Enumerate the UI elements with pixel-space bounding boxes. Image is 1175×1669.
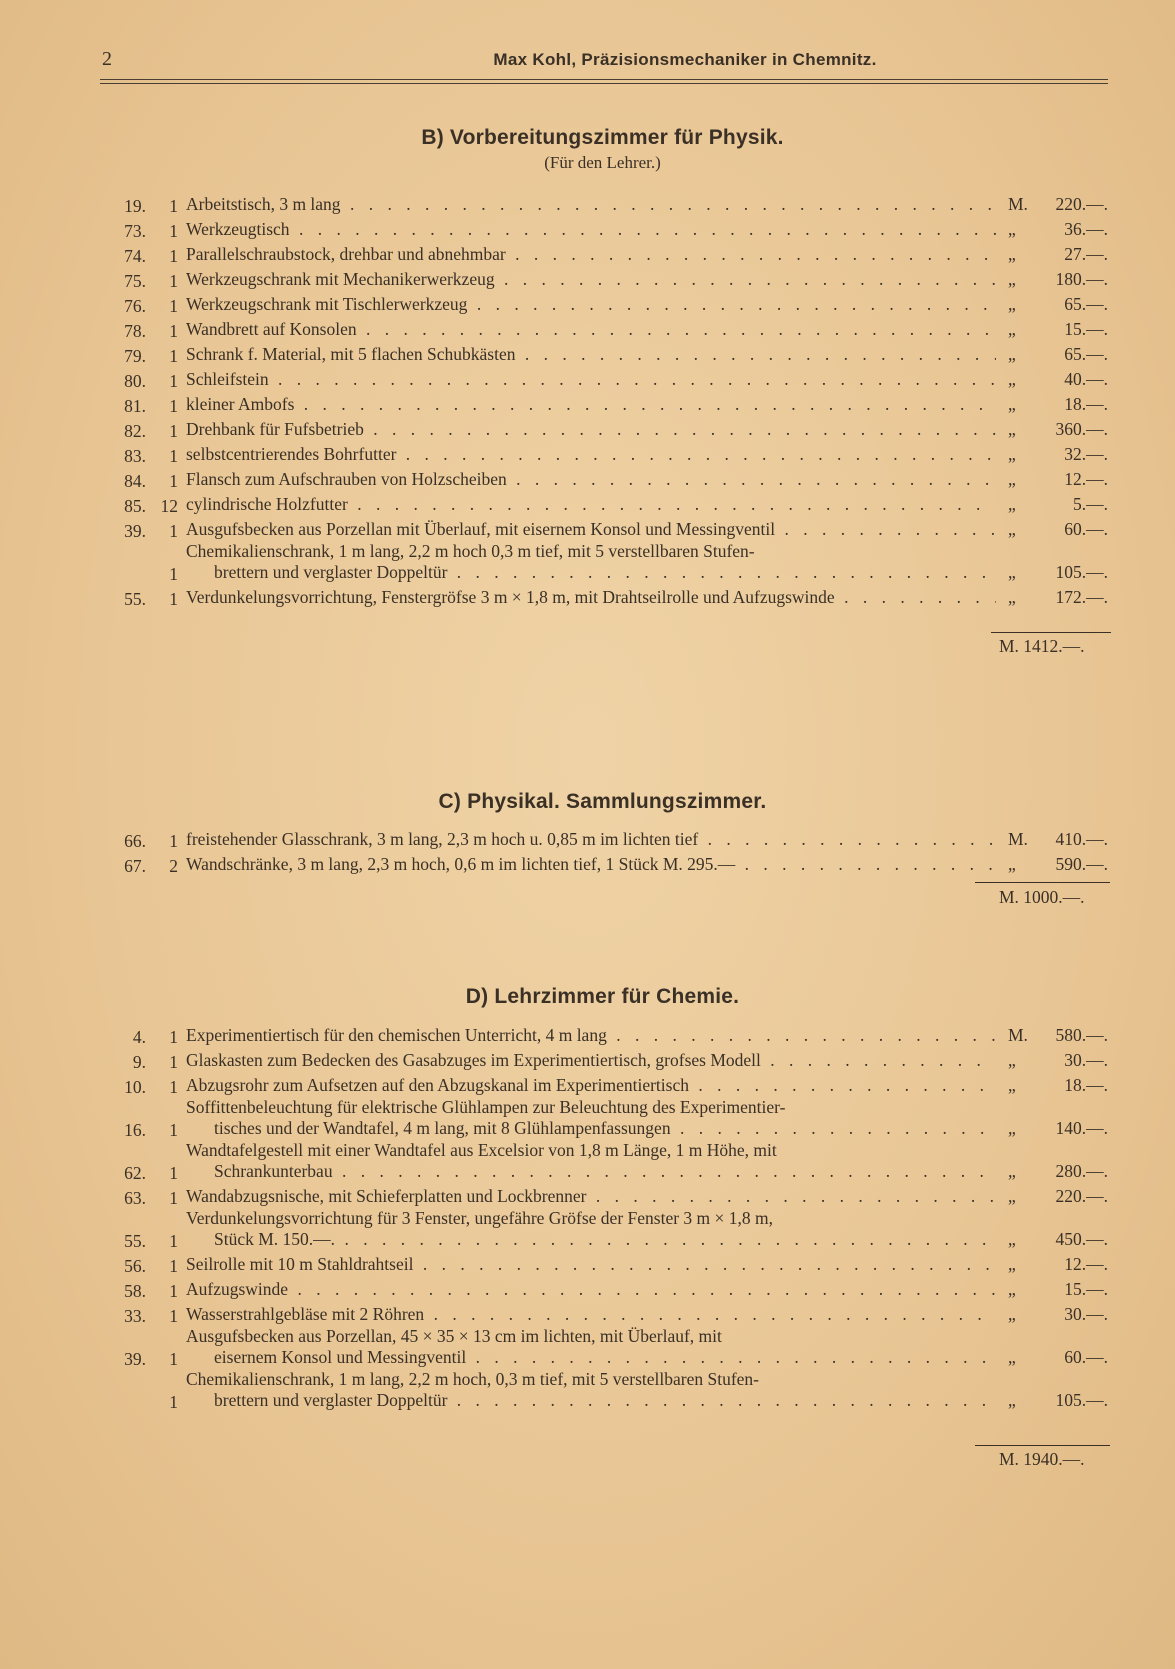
item-description [186, 1075, 996, 1098]
currency-mark: „ [1008, 218, 1016, 239]
item-number: 66. [124, 830, 146, 851]
currency-mark: M. [1008, 193, 1028, 214]
list-item [108, 1251, 1108, 1276]
section-title: C) Physikal. Sammlungszimmer. [438, 790, 767, 813]
item-price [996, 1050, 1108, 1073]
currency-mark: „ [1008, 1389, 1016, 1410]
item-description-text: freistehender Glasschrank, 3 m lang, 2,3 m hoch u. 0,85 m im lichten tief . . . [186, 829, 996, 849]
currency-mark: „ [1008, 1185, 1016, 1206]
currency-mark: „ [1008, 1074, 1016, 1095]
price-value: 32.—. [1064, 443, 1108, 464]
list-item [108, 1326, 1108, 1369]
item-number: 56. [124, 1255, 146, 1276]
item-price [996, 854, 1108, 877]
price-value: 580.—. [1055, 1024, 1108, 1045]
currency-mark: „ [1008, 468, 1016, 489]
item-number: 55. [124, 588, 146, 609]
currency-mark: „ [1008, 1303, 1016, 1324]
list-item [108, 516, 1108, 541]
item-description-continuation: tisches und der Wandtafel, 4 m lang, mit 8 Glühlampenfassungen . . . [214, 1118, 996, 1138]
price-value: 590.—. [1055, 853, 1108, 874]
item-description-text: Glaskasten zum Bedecken des Gasabzuges im Experimentiertisch, grofses Modell . . . [186, 1050, 996, 1070]
item-description-text: Chemikalienschrank, 1 m lang, 2,2 m hoch, 0,3 m tief, mit 5 verstellbaren Stufen- [186, 1369, 759, 1389]
item-price [996, 419, 1108, 442]
currency-mark: „ [1008, 268, 1016, 289]
list-item [108, 1140, 1108, 1183]
item-description-text: kleiner Ambofs . . . [186, 394, 996, 414]
item-price [996, 469, 1108, 492]
price-value: 30.—. [1064, 1303, 1108, 1324]
currency-mark: M. [1008, 1024, 1028, 1045]
item-quantity: 12 [160, 495, 178, 516]
item-price [996, 344, 1108, 367]
list-item [108, 291, 1108, 316]
item-description-text: Wandschränke, 3 m lang, 2,3 m hoch, 0,6 m im lichten tief, 1 Stück M. 295.— . . . [186, 854, 996, 874]
currency-mark: „ [1008, 1278, 1016, 1299]
list-item [108, 466, 1108, 491]
item-description [186, 1025, 996, 1048]
item-price [996, 1118, 1108, 1141]
list-item [108, 441, 1108, 466]
item-quantity: 1 [169, 1255, 178, 1276]
item-quantity: 1 [169, 1348, 178, 1369]
price-value: 18.—. [1064, 1074, 1108, 1095]
item-quantity: 1 [169, 220, 178, 241]
item-price [996, 1161, 1108, 1184]
item-price [996, 369, 1108, 392]
item-description-text: Arbeitstisch, 3 m lang . . . [186, 194, 996, 214]
price-value: 65.—. [1064, 343, 1108, 364]
item-description [186, 1254, 996, 1277]
item-quantity: 1 [169, 520, 178, 541]
price-value: 410.—. [1055, 828, 1108, 849]
currency-mark: „ [1008, 243, 1016, 264]
item-price [996, 1186, 1108, 1209]
item-description [186, 829, 996, 852]
item-quantity: 1 [169, 445, 178, 466]
currency-mark: M. [1008, 828, 1028, 849]
item-quantity: 1 [169, 345, 178, 366]
item-price [996, 1075, 1108, 1098]
item-price [996, 587, 1108, 610]
item-number: 4. [132, 1026, 146, 1047]
price-value: 15.—. [1064, 1278, 1108, 1299]
list-item [108, 491, 1108, 516]
item-quantity: 1 [169, 1391, 178, 1412]
item-description [186, 541, 996, 584]
item-description [186, 1369, 996, 1412]
item-number: 76. [124, 295, 146, 316]
item-price [996, 1254, 1108, 1277]
list-item [108, 391, 1108, 416]
item-description [186, 319, 996, 342]
section-subtitle: (Für den Lehrer.) [544, 153, 661, 172]
item-number: 75. [124, 270, 146, 291]
item-description-text: Werkzeugschrank mit Mechanikerwerkzeug . . . [186, 269, 996, 289]
item-price [996, 294, 1108, 317]
list-item [108, 1183, 1108, 1208]
list-item [108, 1276, 1108, 1301]
item-price [996, 444, 1108, 467]
item-price [996, 494, 1108, 517]
section-c-heading [0, 790, 1175, 814]
item-number: 10. [124, 1076, 146, 1097]
item-number: 39. [124, 1348, 146, 1369]
item-description [186, 444, 996, 467]
price-value: 30.—. [1064, 1049, 1108, 1070]
section-d-total: M. 1940.—. [999, 1449, 1085, 1469]
item-number: 78. [124, 320, 146, 341]
item-quantity: 1 [169, 295, 178, 316]
item-quantity: 1 [169, 320, 178, 341]
item-description [186, 587, 996, 610]
item-number: 83. [124, 445, 146, 466]
currency-mark: „ [1008, 393, 1016, 414]
item-number: 74. [124, 245, 146, 266]
item-description [186, 1304, 996, 1327]
currency-mark: „ [1008, 293, 1016, 314]
item-description [186, 419, 996, 442]
currency-mark: „ [1008, 1160, 1016, 1181]
list-item [108, 216, 1108, 241]
item-price [996, 1025, 1108, 1048]
price-value: 220.—. [1055, 1185, 1108, 1206]
list-item [108, 1097, 1108, 1140]
item-description-text: Ausgufsbecken aus Porzellan mit Überlauf, mit eisernem Konsol und Messingventil . . . [186, 519, 996, 539]
item-description [186, 294, 996, 317]
item-description-continuation: brettern und verglaster Doppeltür . . . [214, 562, 996, 582]
item-price [996, 269, 1108, 292]
currency-mark: „ [1008, 493, 1016, 514]
section-b-total: M. 1412.—. [999, 636, 1085, 656]
item-description-text: Chemikalienschrank, 1 m lang, 2,2 m hoch 0,3 m tief, mit 5 verstellbaren Stufen- [186, 541, 755, 561]
list-item [108, 584, 1108, 609]
item-number: 62. [124, 1162, 146, 1183]
item-quantity: 2 [169, 855, 178, 876]
item-number: 63. [124, 1187, 146, 1208]
list-item [108, 266, 1108, 291]
item-number: 9. [132, 1051, 146, 1072]
list-item [108, 1047, 1108, 1072]
list-item [108, 1301, 1108, 1326]
item-description-text: Parallelschraubstock, drehbar und abnehmbar . . . [186, 244, 996, 264]
section-c-total-rule [975, 882, 1110, 883]
item-description [186, 194, 996, 217]
currency-mark: „ [1008, 518, 1016, 539]
price-value: 5.—. [1073, 493, 1108, 514]
item-description [186, 1279, 996, 1302]
item-number: 39. [124, 520, 146, 541]
item-quantity: 1 [169, 1305, 178, 1326]
price-value: 60.—. [1064, 1346, 1108, 1367]
item-price [996, 194, 1108, 217]
item-price [996, 394, 1108, 417]
section-c-items [108, 826, 1108, 876]
list-item [108, 316, 1108, 341]
item-description-text: Seilrolle mit 10 m Stahldrahtseil . . . [186, 1254, 996, 1274]
item-description [186, 519, 996, 542]
item-description-text: Abzugsrohr zum Aufsetzen auf den Abzugskanal im Experimentiertisch . . . [186, 1075, 996, 1095]
section-c-total: M. 1000.—. [999, 887, 1085, 907]
currency-mark: „ [1008, 368, 1016, 389]
item-number: 79. [124, 345, 146, 366]
item-quantity: 1 [169, 270, 178, 291]
item-price [996, 829, 1108, 852]
item-quantity: 1 [169, 1230, 178, 1251]
list-item [108, 1369, 1108, 1412]
price-value: 27.—. [1064, 243, 1108, 264]
item-price [996, 319, 1108, 342]
item-description [186, 344, 996, 367]
item-quantity: 1 [169, 420, 178, 441]
price-value: 40.—. [1064, 368, 1108, 389]
currency-mark: „ [1008, 443, 1016, 464]
item-description [186, 369, 996, 392]
item-price [996, 562, 1108, 585]
item-price [996, 244, 1108, 267]
currency-mark: „ [1008, 586, 1016, 607]
page-header [100, 48, 1110, 74]
item-quantity: 1 [169, 1076, 178, 1097]
item-description [186, 494, 996, 517]
price-value: 60.—. [1064, 518, 1108, 539]
item-description [186, 269, 996, 292]
price-value: 36.—. [1064, 218, 1108, 239]
item-quantity: 1 [169, 588, 178, 609]
item-description-text: cylindrische Holzfutter . . . [186, 494, 996, 514]
item-description-text: Wandtafelgestell mit einer Wandtafel aus Excelsior von 1,8 m Länge, 1 m Höhe, mit [186, 1140, 777, 1160]
currency-mark: „ [1008, 561, 1016, 582]
currency-mark: „ [1008, 418, 1016, 439]
item-description-text: Werkzeugtisch . . . [186, 219, 996, 239]
item-quantity: 1 [169, 1280, 178, 1301]
currency-mark: „ [1008, 343, 1016, 364]
price-value: 12.—. [1064, 1253, 1108, 1274]
currency-mark: „ [1008, 1049, 1016, 1070]
price-value: 220.—. [1055, 193, 1108, 214]
item-description [186, 854, 996, 877]
header-title: Max Kohl, Präzisionsmechaniker in Chemnitz. [493, 50, 877, 69]
item-description-continuation: Stück M. 150.—. . . . [214, 1229, 996, 1249]
item-price [996, 219, 1108, 242]
list-item [108, 241, 1108, 266]
section-d-items [108, 1022, 1108, 1412]
item-description [186, 244, 996, 267]
item-description-text: Drehbank für Fufsbetrieb . . . [186, 419, 996, 439]
item-description-text: Flansch zum Aufschrauben von Holzscheiben . . . [186, 469, 996, 489]
price-value: 12.—. [1064, 468, 1108, 489]
list-item [108, 1208, 1108, 1251]
item-description-text: Aufzugswinde . . . [186, 1279, 996, 1299]
item-description [186, 1140, 996, 1183]
list-item [108, 366, 1108, 391]
currency-mark: „ [1008, 1253, 1016, 1274]
item-number: 16. [124, 1119, 146, 1140]
currency-mark: „ [1008, 853, 1016, 874]
section-title: D) Lehrzimmer für Chemie. [465, 985, 740, 1008]
section-b-total-rule [991, 632, 1111, 633]
price-value: 105.—. [1055, 1389, 1108, 1410]
price-value: 450.—. [1055, 1228, 1108, 1249]
item-price [996, 1390, 1108, 1413]
item-quantity: 1 [169, 830, 178, 851]
price-value: 105.—. [1055, 561, 1108, 582]
item-description-text: Experimentiertisch für den chemischen Unterricht, 4 m lang . . . [186, 1025, 996, 1045]
header-rule-top [100, 79, 1108, 80]
item-quantity: 1 [169, 195, 178, 216]
price-value: 180.—. [1055, 268, 1108, 289]
item-price [996, 519, 1108, 542]
list-item [108, 191, 1108, 216]
item-quantity: 1 [169, 1119, 178, 1140]
item-number: 80. [124, 370, 146, 391]
item-number: 33. [124, 1305, 146, 1326]
item-price [996, 1304, 1108, 1327]
item-description-continuation: brettern und verglaster Doppeltür . . . [214, 1390, 996, 1410]
item-description-continuation: eisernem Konsol und Messingventil . . . [214, 1347, 996, 1367]
price-value: 360.—. [1055, 418, 1108, 439]
item-price [996, 1229, 1108, 1252]
item-price [996, 1347, 1108, 1370]
item-description-text: Wandabzugsnische, mit Schieferplatten und Lockbrenner . . . [186, 1186, 996, 1206]
section-b-items [108, 191, 1108, 609]
item-number: 81. [124, 395, 146, 416]
price-value: 18.—. [1064, 393, 1108, 414]
item-description-text: Schleifstein . . . [186, 369, 996, 389]
item-description [186, 469, 996, 492]
currency-mark: „ [1008, 1346, 1016, 1367]
item-quantity: 1 [169, 1051, 178, 1072]
item-description-text: Wasserstrahlgebläse mit 2 Röhren . . . [186, 1304, 996, 1324]
item-quantity: 1 [169, 470, 178, 491]
list-item [108, 1072, 1108, 1097]
item-number: 84. [124, 470, 146, 491]
list-item [108, 851, 1108, 876]
item-number: 67. [124, 855, 146, 876]
item-number: 19. [124, 195, 146, 216]
item-description-text: Ausgufsbecken aus Porzellan, 45 × 35 × 13 cm im lichten, mit Überlauf, mit [186, 1326, 722, 1346]
price-value: 65.—. [1064, 293, 1108, 314]
item-description-text: Schrank f. Material, mit 5 flachen Schubkästen . . . [186, 344, 996, 364]
item-description-continuation: Schrankunterbau . . . [214, 1161, 996, 1181]
item-quantity: 1 [169, 395, 178, 416]
item-description [186, 1326, 996, 1369]
list-item [108, 541, 1108, 584]
item-description [186, 1050, 996, 1073]
item-quantity: 1 [169, 245, 178, 266]
list-item [108, 416, 1108, 441]
list-item [108, 341, 1108, 366]
section-title: B) Vorbereitungszimmer für Physik. [421, 126, 784, 149]
price-value: 172.—. [1055, 586, 1108, 607]
item-number: 58. [124, 1280, 146, 1301]
item-quantity: 1 [169, 1026, 178, 1047]
item-description-text: Verdunkelungsvorrichtung, Fenstergröfse 3 m × 1,8 m, mit Drahtseilrolle und Aufzugswinde . . . [186, 587, 996, 607]
price-value: 280.—. [1055, 1160, 1108, 1181]
currency-mark: „ [1008, 1117, 1016, 1138]
item-description-text: Wandbrett auf Konsolen . . . [186, 319, 996, 339]
item-description-text: Verdunkelungsvorrichtung für 3 Fenster, ungefähre Gröfse der Fenster 3 m × 1,8 m, [186, 1208, 774, 1228]
item-description [186, 1208, 996, 1251]
item-description [186, 219, 996, 242]
item-number: 82. [124, 420, 146, 441]
currency-mark: „ [1008, 1228, 1016, 1249]
item-price [996, 1279, 1108, 1302]
page-number: 2 [102, 48, 112, 70]
item-quantity: 1 [169, 563, 178, 584]
item-quantity: 1 [169, 370, 178, 391]
header-rule-bottom [100, 83, 1108, 84]
section-d-heading [0, 985, 1175, 1009]
list-item [108, 1022, 1108, 1047]
list-item [108, 826, 1108, 851]
item-description-text: Werkzeugschrank mit Tischlerwerkzeug . . . [186, 294, 996, 314]
item-description [186, 1186, 996, 1209]
price-value: 140.—. [1055, 1117, 1108, 1138]
section-d-total-rule [975, 1445, 1110, 1446]
item-description [186, 394, 996, 417]
item-number: 85. [124, 495, 146, 516]
currency-mark: „ [1008, 318, 1016, 339]
section-b-heading [0, 126, 1175, 173]
item-number: 55. [124, 1230, 146, 1251]
item-number: 73. [124, 220, 146, 241]
item-quantity: 1 [169, 1187, 178, 1208]
price-value: 15.—. [1064, 318, 1108, 339]
item-description-text: selbstcentrierendes Bohrfutter . . . [186, 444, 996, 464]
item-description [186, 1097, 996, 1140]
item-description-text: Soffittenbeleuchtung für elektrische Glühlampen zur Beleuchtung des Experimentier- [186, 1097, 786, 1117]
item-quantity: 1 [169, 1162, 178, 1183]
